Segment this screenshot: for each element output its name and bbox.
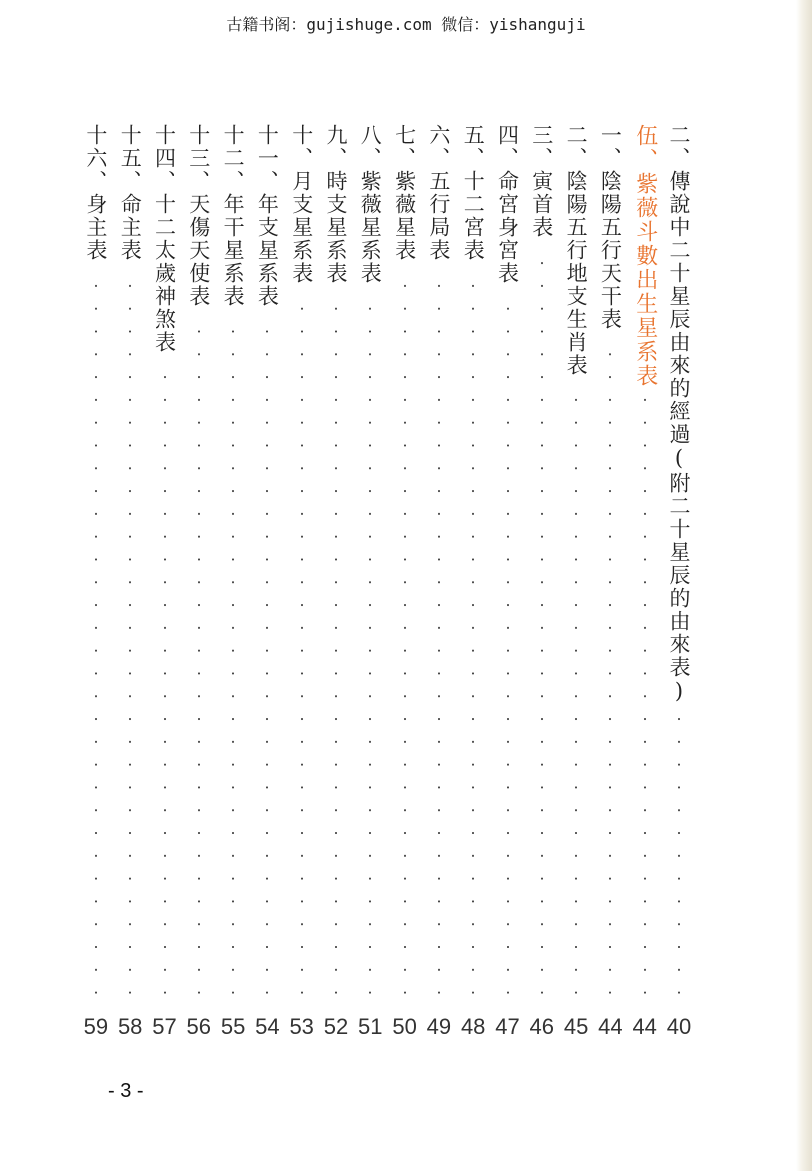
toc-entry-title: 四、命宮身宮表 <box>495 124 520 285</box>
toc-entry <box>288 124 316 1004</box>
toc-page-number: 44 <box>598 1014 623 1039</box>
toc-page-number: 55 <box>220 1014 246 1039</box>
toc-entry-title: 十四、十二太歲神煞表 <box>152 124 177 354</box>
toc-entry <box>356 124 384 1004</box>
toc-dot-leader <box>472 268 474 1004</box>
toc-entry <box>562 124 590 1004</box>
toc-entry <box>219 124 247 1004</box>
toc-entry-title: 五、十二宮表 <box>461 124 486 262</box>
toc-page-number: 58 <box>117 1014 143 1039</box>
toc-dot-leader <box>438 268 440 1004</box>
toc-entry-title: 六、五行局表 <box>426 124 451 262</box>
toc-dot-leader <box>609 337 611 1004</box>
toc-page-number: 54 <box>255 1014 280 1039</box>
toc-entry-title: 八、紫薇星系表 <box>358 124 383 285</box>
toc-page-number: 47 <box>495 1014 520 1039</box>
toc-dot-leader <box>335 291 337 1004</box>
toc-entry-title: 十一、年支星系表 <box>255 124 280 308</box>
watermark-header: 古籍书阁：gujishuge.com 微信：yishanguji <box>226 15 586 34</box>
toc-page-number: 46 <box>529 1014 555 1039</box>
toc-page-number: 59 <box>83 1014 109 1039</box>
toc-dot-leader <box>644 394 646 1004</box>
toc-entry-title: 十五、命主表 <box>118 124 143 262</box>
toc-entry-title: 三、寅首表 <box>529 124 554 239</box>
toc-dot-leader <box>507 291 509 1004</box>
toc-entry <box>596 124 624 1004</box>
toc-dot-leader <box>95 268 97 1004</box>
toc-dot-leader <box>541 245 543 1004</box>
page-folio: - 3 - <box>108 1080 144 1102</box>
toc-entry <box>185 124 213 1004</box>
toc-entry <box>425 124 453 1004</box>
toc-entry <box>391 124 419 1004</box>
toc-dot-leader <box>369 291 371 1004</box>
toc-entry <box>459 124 487 1004</box>
toc-dot-leader <box>404 268 406 1004</box>
toc-section-heading <box>631 124 659 1004</box>
toc-page-number: 45 <box>563 1014 589 1039</box>
toc-entry <box>322 124 350 1004</box>
toc-page-number: 50 <box>392 1014 417 1039</box>
toc-entry <box>528 124 556 1004</box>
toc-page-number: 48 <box>460 1014 486 1039</box>
toc-entry-title: 七、紫薇星表 <box>392 124 417 262</box>
toc-entry <box>82 124 110 1004</box>
toc-page-number: 52 <box>323 1014 349 1039</box>
toc-page-number: 53 <box>289 1014 314 1039</box>
toc-page-number: 49 <box>426 1014 452 1039</box>
toc-entry-title: 二、傳說中二十星辰由來的經過(附二十星辰的由來表) <box>667 124 691 705</box>
toc-entry-title: 十六、身主表 <box>83 124 108 262</box>
toc-entry <box>253 124 281 1004</box>
toc-page-number: 57 <box>152 1014 177 1039</box>
toc-page-number: 40 <box>666 1014 692 1039</box>
toc-entry <box>494 124 522 1004</box>
toc-entry-title: 一、陰陽五行天干表 <box>598 124 623 331</box>
toc-dot-leader <box>232 314 234 1004</box>
toc-dot-leader <box>198 314 200 1004</box>
toc-page-number: 51 <box>358 1014 383 1039</box>
toc-page-number: 56 <box>186 1014 212 1039</box>
toc-entry-title: 伍、紫薇斗數出生星系表 <box>632 124 658 388</box>
toc-entry-title: 十三、天傷天使表 <box>186 124 211 308</box>
toc-dot-leader <box>129 268 131 1004</box>
toc-page-number: 44 <box>632 1014 657 1039</box>
toc-dot-leader <box>575 383 577 1004</box>
toc-dot-leader <box>678 711 680 1004</box>
toc-entry-title: 十二、年干星系表 <box>221 124 246 308</box>
toc-dot-leader <box>266 314 268 1004</box>
toc-entry-title: 十、月支星系表 <box>289 124 314 285</box>
toc-dot-leader <box>164 360 166 1004</box>
toc-entry <box>151 124 179 1004</box>
toc-entry-title: 九、時支星系表 <box>324 124 348 285</box>
toc-entry <box>665 124 693 1004</box>
toc-entry-title: 二、陰陽五行地支生肖表 <box>564 124 589 377</box>
toc-dot-leader <box>301 291 303 1004</box>
toc-entry <box>116 124 144 1004</box>
